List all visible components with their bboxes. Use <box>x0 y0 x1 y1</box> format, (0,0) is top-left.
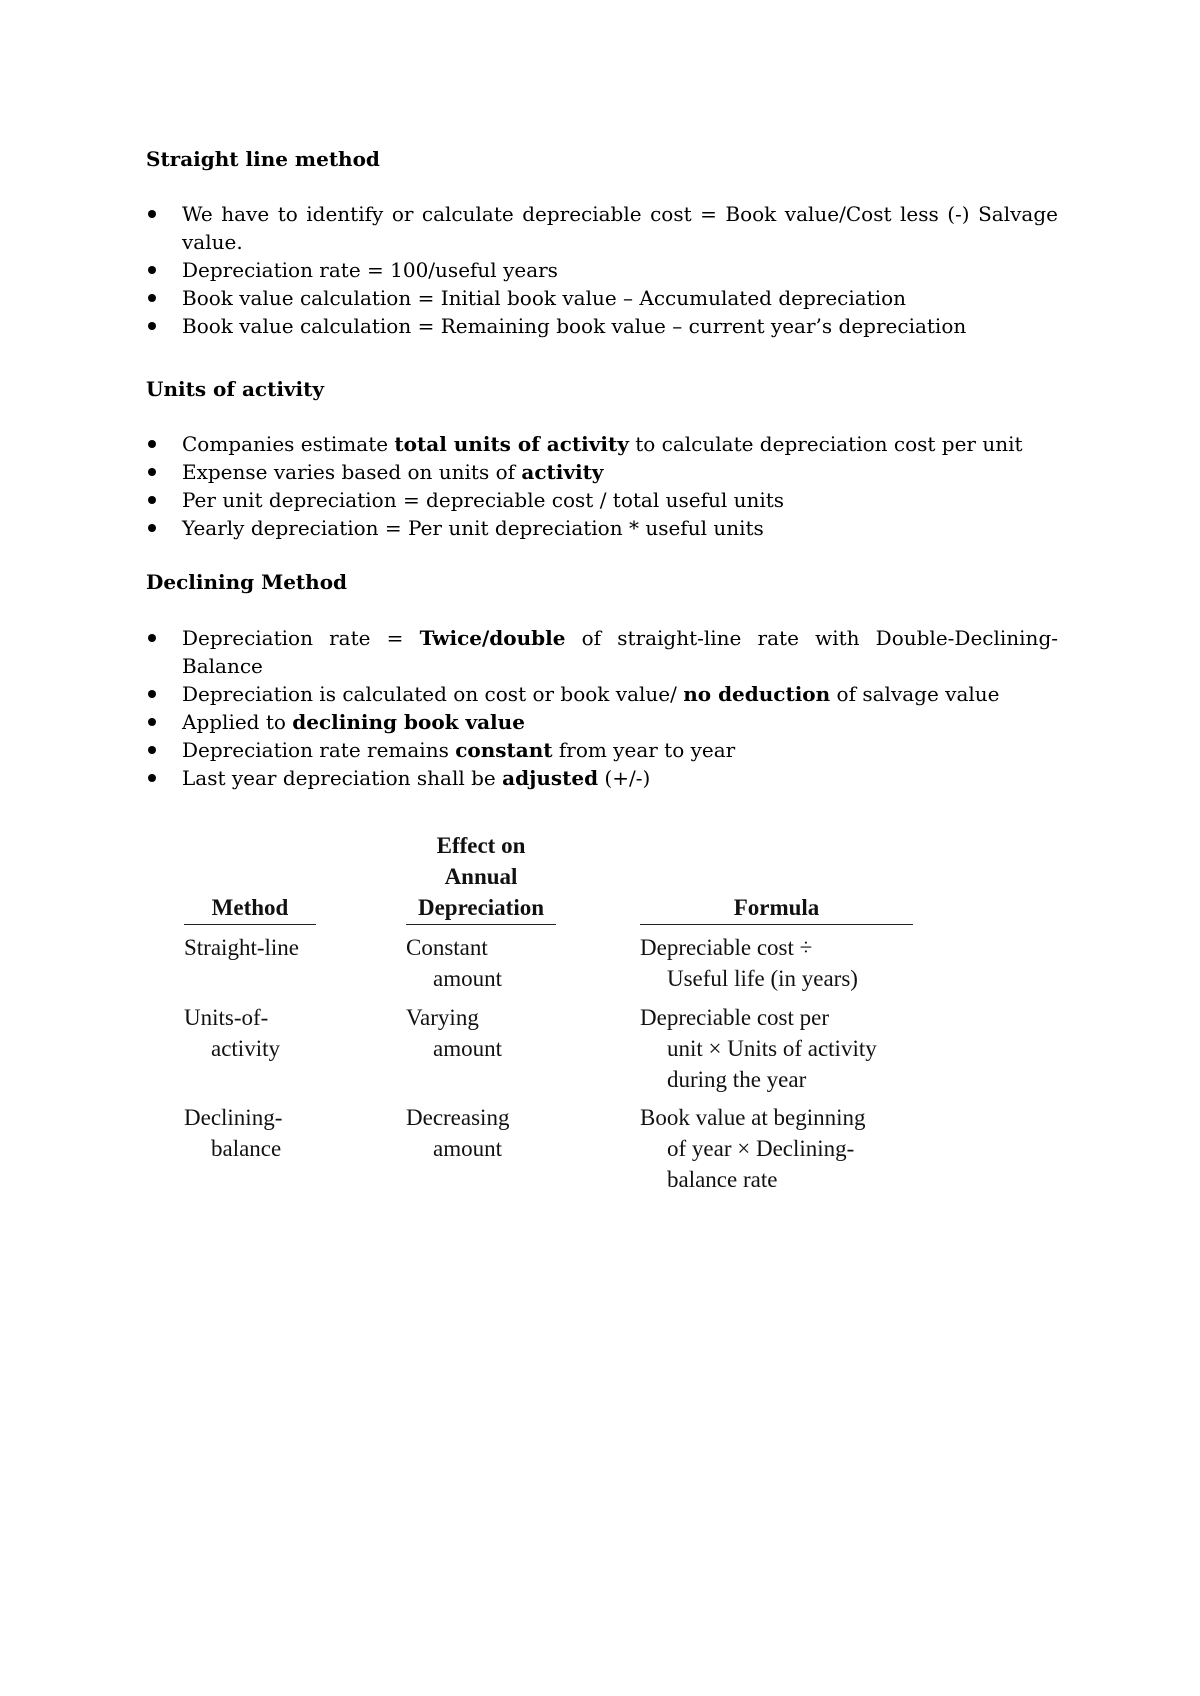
bullet-dot-icon <box>148 634 156 642</box>
bullet-item <box>146 430 1058 458</box>
bold-text: activity <box>521 460 604 484</box>
bullet-text: Depreciation is calculated on cost or book value/ <box>182 682 684 706</box>
bullet-text: Yearly depreciation = Per unit depreciation * useful units <box>182 516 764 540</box>
straight-line-bullet-list <box>146 200 1058 340</box>
bullet-item <box>146 284 1058 312</box>
cell-line: balance rate <box>667 1167 778 1192</box>
cell-line: Straight-line <box>184 935 299 960</box>
cell-line: amount <box>433 1136 502 1161</box>
bold-text: Twice/double <box>419 626 566 650</box>
cell-line: balance <box>211 1136 282 1161</box>
bullet-text: Depreciation rate remains <box>182 738 456 762</box>
table-cell-method <box>184 932 299 963</box>
bullet-dot-icon <box>148 746 156 754</box>
bullet-text: Applied to <box>182 710 293 734</box>
bullet-item <box>146 486 1058 514</box>
cell-line: amount <box>433 1036 502 1061</box>
table-cell-effect <box>406 932 502 994</box>
bullet-item <box>146 736 1058 764</box>
cell-line: Varying <box>406 1005 479 1030</box>
cell-line: of year × Declining- <box>667 1136 855 1161</box>
cell-line: unit × Units of activity <box>667 1036 877 1061</box>
bullet-item <box>146 764 1058 792</box>
cell-line: Depreciable cost per <box>640 1005 830 1030</box>
depreciation-methods-table <box>184 830 914 1190</box>
cell-line: Useful life (in years) <box>667 966 858 991</box>
bold-text: adjusted <box>502 766 599 790</box>
bullet-item <box>146 514 1058 542</box>
bold-text: constant <box>455 738 553 762</box>
table-header-effect <box>406 830 556 923</box>
bullet-text: Companies estimate <box>182 432 395 456</box>
bullet-text: Last year depreciation shall be <box>182 766 503 790</box>
table-header-effect-line: Annual <box>444 864 518 889</box>
bullet-text: (+/-) <box>598 766 651 790</box>
bullet-dot-icon <box>148 266 156 274</box>
table-header-method: Method <box>211 895 289 920</box>
bullet-text: of straight-line rate with Double-Declining-Balance <box>182 626 1059 678</box>
section-heading-declining-method: Declining Method <box>146 570 348 594</box>
cell-line: during the year <box>667 1067 807 1092</box>
table-cell-method <box>184 1002 280 1064</box>
bullet-dot-icon <box>148 774 156 782</box>
bold-text: no deduction <box>683 682 831 706</box>
bullet-dot-icon <box>148 690 156 698</box>
cell-line: Book value at beginning <box>640 1105 866 1130</box>
table-header-effect-line: Depreciation <box>417 895 545 920</box>
cell-line: activity <box>211 1036 280 1061</box>
bullet-item <box>146 624 1058 680</box>
table-cell-method <box>184 1102 282 1164</box>
bullet-text: Per unit depreciation = depreciable cost / total useful units <box>182 488 785 512</box>
bullet-text: from year to year <box>552 738 736 762</box>
cell-line: Decreasing <box>406 1105 510 1130</box>
bullet-text: Expense varies based on units of <box>182 460 522 484</box>
bullet-text: We have to identify or calculate depreciable cost = Book value/Cost less (-) Salvage value. <box>182 202 1058 254</box>
bullet-item <box>146 458 1058 486</box>
table-cell-effect <box>406 1002 502 1064</box>
bullet-text: to calculate depreciation cost per unit <box>628 432 1023 456</box>
bullet-item <box>146 680 1058 708</box>
table-cell-formula <box>640 1002 877 1095</box>
units-of-activity-bullet-list <box>146 430 1058 542</box>
table-header-effect-line: Effect on <box>436 833 526 858</box>
section-heading-straight-line: Straight line method <box>146 147 380 171</box>
bullet-dot-icon <box>148 468 156 476</box>
bullet-dot-icon <box>148 210 156 218</box>
bullet-text: Depreciation rate = <box>182 626 420 650</box>
section-heading-units-of-activity: Units of activity <box>146 377 324 401</box>
bullet-text: Book value calculation = Initial book value – Accumulated depreciation <box>182 286 907 310</box>
bullet-dot-icon <box>148 440 156 448</box>
cell-line: amount <box>433 966 502 991</box>
header-rule <box>184 924 316 925</box>
table-cell-effect <box>406 1102 509 1164</box>
bullet-text: Depreciation rate = 100/useful years <box>182 258 558 282</box>
bullet-dot-icon <box>148 524 156 532</box>
bold-text: total units of activity <box>394 432 629 456</box>
declining-method-bullet-list <box>146 624 1058 792</box>
header-rule <box>640 924 913 925</box>
table-cell-formula <box>640 932 858 994</box>
bullet-item <box>146 200 1058 256</box>
cell-line: Depreciable cost ÷ <box>640 935 813 960</box>
bullet-dot-icon <box>148 718 156 726</box>
bullet-item <box>146 256 1058 284</box>
bullet-text: of salvage value <box>830 682 1000 706</box>
bullet-dot-icon <box>148 496 156 504</box>
bullet-item <box>146 312 1058 340</box>
header-rule <box>406 924 556 925</box>
table-cell-formula <box>640 1102 866 1195</box>
bullet-dot-icon <box>148 322 156 330</box>
bullet-item <box>146 708 1058 736</box>
cell-line: Units-of- <box>184 1005 269 1030</box>
table-header-formula: Formula <box>733 895 820 920</box>
cell-line: Constant <box>406 935 488 960</box>
bullet-text: Book value calculation = Remaining book value – current year’s depreciation <box>182 314 967 338</box>
bold-text: declining book value <box>292 710 525 734</box>
cell-line: Declining- <box>184 1105 283 1130</box>
bullet-dot-icon <box>148 294 156 302</box>
